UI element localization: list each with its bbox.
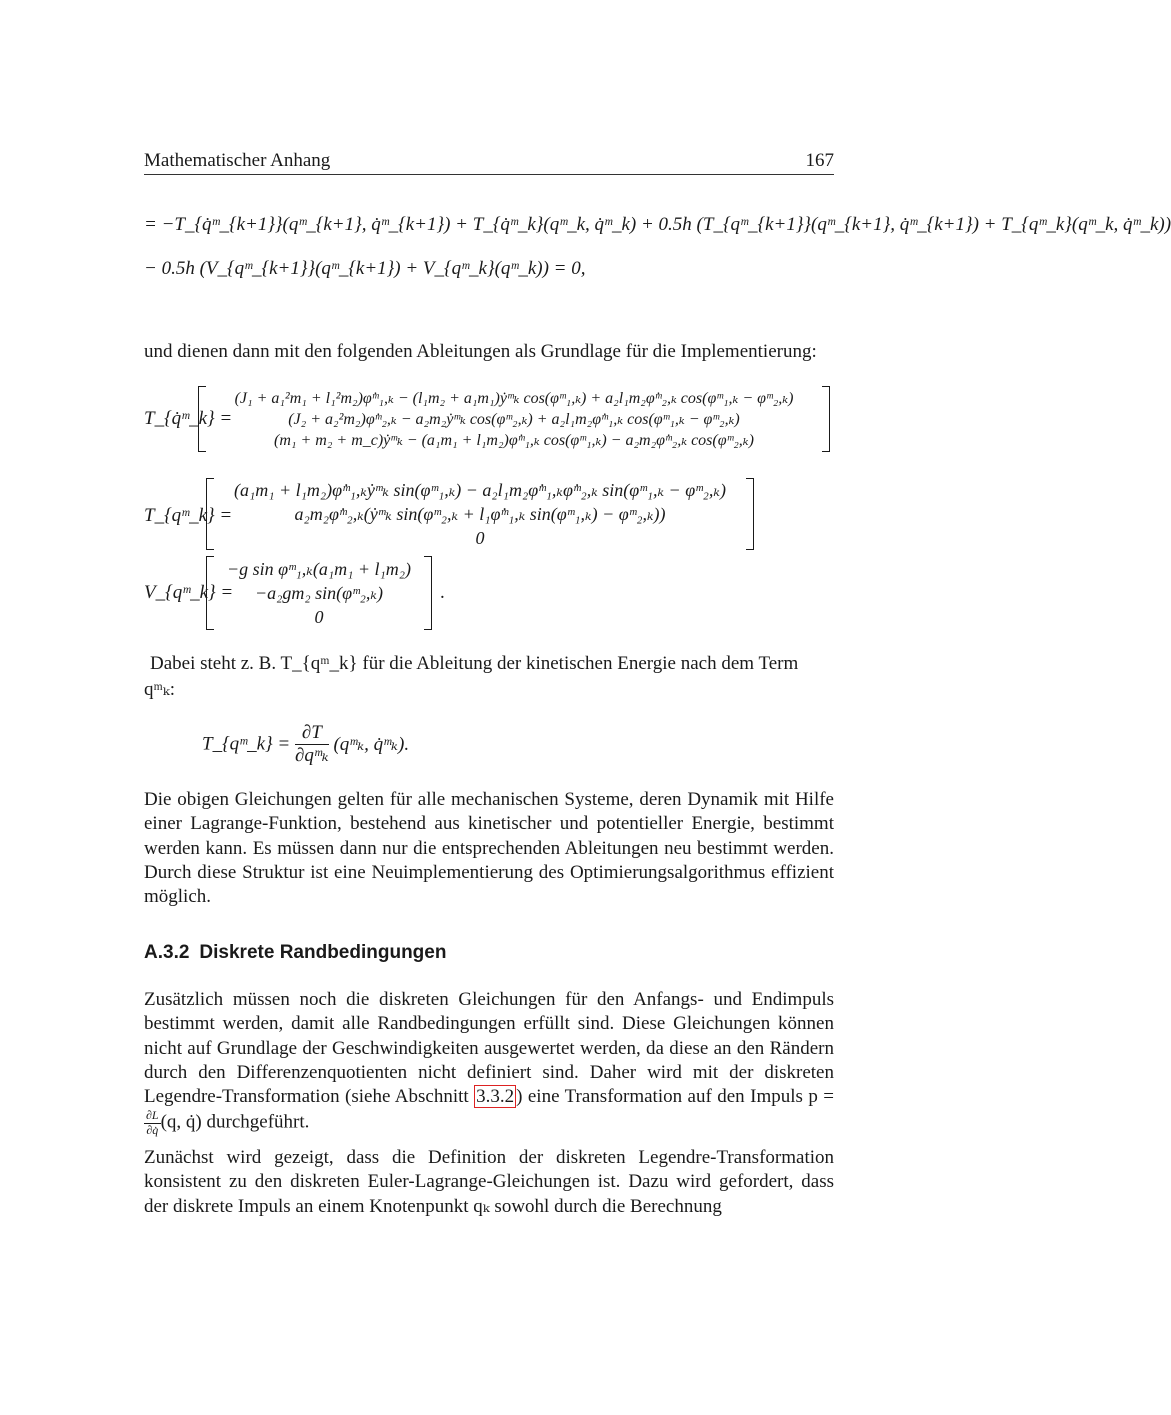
paragraph-zusatz xyxy=(144,988,834,1138)
bracket-left xyxy=(198,386,206,452)
paragraph-zusatz-text-2: ) eine Transformation auf den Impuls p = xyxy=(516,1086,834,1108)
matrix-t-label: T_{qᵐ_k} = xyxy=(144,505,233,526)
running-header xyxy=(144,148,834,175)
matrix-v xyxy=(206,556,432,630)
bracket-right xyxy=(424,556,432,630)
matrix-tdot-row-2: (J₂ + a₂²m₂)φ̇ᵐ₂,ₖ − a₂m₂ẏᵐₖ cos(φᵐ₂,ₖ) + a₂l₁m₂φ̇ᵐ₁,ₖ cos(φᵐ₁,ₖ − φᵐ₂,ₖ) xyxy=(288,411,740,428)
equation-line-1: = −T_{q̇ᵐ_{k+1}}(qᵐ_{k+1}, q̇ᵐ_{k+1}) + T_{q̇ᵐ_k}(qᵐ_k, q̇ᵐ_k) + 0.5h (T_{qᵐ_{k+1}}(qᵐ_{k+1}, q̇ᵐ_{k+1}) + T_{qᵐ_k}(qᵐ_k, q̇ᵐ_k)) xyxy=(144,214,1171,235)
impulse-fraction-denominator: ∂q̇ xyxy=(146,1123,159,1138)
matrix-t-row-3: 0 xyxy=(475,528,485,548)
impulse-fraction-numerator: ∂L xyxy=(146,1108,159,1123)
equation-definition-fraction xyxy=(295,722,329,767)
matrix-v-row-2: −a₂gm₂ sin(φᵐ₂,ₖ) xyxy=(255,583,383,603)
matrix-tdot-label: T_{q̇ᵐ_k} = xyxy=(144,408,233,429)
bracket-right xyxy=(746,478,754,550)
paragraph-dabei-term: qᵐₖ: xyxy=(144,679,175,700)
section-heading xyxy=(144,942,456,964)
matrix-v-row-1: −g sin φᵐ₁,ₖ(a₁m₁ + l₁m₂) xyxy=(226,559,412,579)
fraction-denominator: ∂qᵐₖ xyxy=(294,744,329,766)
bracket-right xyxy=(822,386,830,452)
paragraph-obigen: Die obigen Gleichungen gelten für alle mechanischen Systeme, deren Dynamik mit Hilfe einer Lagrange-Funktion, bestehend aus kinetischer und potentieller Energie, bestimmt werden kann. Es müssen dann nur die entsprechenden Ableitungen neu bestimmt werden. Durch diese Struktur ist eine Neuimplementierung des Optimierungsalgorithmus effizient möglich. xyxy=(144,789,834,908)
matrix-tdot xyxy=(198,386,830,452)
paragraph-zusatz-text-3: (q, q̇) durchgeführt. xyxy=(160,1112,310,1134)
paragraph-zusatz-text: Zusätzlich müssen noch die diskreten Gleichungen für den Anfangs- und Endimpuls bestimmt werden, damit alle Randbedingungen erfüllt sind. Diese Gleichungen können nicht auf Grundlage der Geschwindigkeiten ausgewertet werden, da diese an den Rändern durch den Differenzenquotienten nicht definiert sind. Daher wird mit der diskreten Legendre-Transformation (siehe Abschnitt xyxy=(144,989,834,1108)
matrix-v-row-3: 0 xyxy=(314,607,324,627)
matrix-t-row-2: a₂m₂φ̇ᵐ₂,ₖ(ẏᵐₖ sin(φᵐ₂,ₖ + l₁φ̇ᵐ₁,ₖ sin(φᵐ₁,ₖ) − φᵐ₂,ₖ)) xyxy=(294,504,666,524)
matrix-tdot-row-3: (m₁ + m₂ + m_c)ẏᵐₖ − (a₁m₁ + l₁m₂)φ̇ᵐ₁,ₖ cos(φᵐ₁,ₖ) − a₂m₂φ̇ᵐ₂,ₖ cos(φᵐ₂,ₖ) xyxy=(274,432,754,449)
bracket-left xyxy=(206,556,214,630)
paragraph-intro: und dienen dann mit den folgenden Ableitungen als Grundlage für die Implementierung: xyxy=(144,341,817,362)
matrix-v-label: V_{qᵐ_k} = xyxy=(144,582,234,603)
equation-line-2: − 0.5h (V_{qᵐ_{k+1}}(qᵐ_{k+1}) + V_{qᵐ_k}(qᵐ_k)) = 0, xyxy=(144,258,586,279)
section-title: Diskrete Randbedingungen xyxy=(199,942,447,963)
section-number: A.3.2 xyxy=(144,942,190,963)
header-title: Mathematischer Anhang xyxy=(144,150,331,171)
equation-definition-rhs: (qᵐₖ, q̇ᵐₖ). xyxy=(333,733,410,755)
matrix-v-trailing-period: . xyxy=(440,582,445,603)
equation-definition-lhs: T_{qᵐ_k} = xyxy=(202,733,291,755)
paragraph-zunaechst: Zunächst wird gezeigt, dass die Definition der diskreten Legendre-Transformation konsistent zu den diskreten Euler-Lagrange-Gleichungen ist. Dazu wird gefordert, dass der diskrete Impuls an einem Knotenpunkt qₖ sowohl durch die Berechnung xyxy=(144,1147,834,1217)
fraction-numerator: ∂T xyxy=(295,722,329,745)
section-reference-link[interactable]: 3.3.2 xyxy=(476,1086,515,1108)
equation-definition xyxy=(202,722,409,767)
matrix-t xyxy=(206,478,754,550)
matrix-tdot-row-1: (J₁ + a₁²m₁ + l₁²m₂)φ̇ᵐ₁,ₖ − (l₁m₂ + a₁m₁)ẏᵐₖ cos(φᵐ₁,ₖ) + a₂l₁m₂φ̇ᵐ₂,ₖ cos(φᵐ₁,ₖ − φᵐ₂,ₖ) xyxy=(234,390,794,407)
page-number: 167 xyxy=(805,150,834,171)
bracket-left xyxy=(206,478,214,550)
impulse-fraction xyxy=(144,1109,161,1138)
matrix-t-row-1: (a₁m₁ + l₁m₂)φ̇ᵐ₁,ₖẏᵐₖ sin(φᵐ₁,ₖ) − a₂l₁m₂φ̇ᵐ₁,ₖφ̇ᵐ₂,ₖ sin(φᵐ₁,ₖ − φᵐ₂,ₖ) xyxy=(233,480,726,500)
paragraph-dabei: Dabei steht z. B. T_{qᵐ_k} für die Ableitung der kinetischen Energie nach dem Term xyxy=(150,653,799,674)
